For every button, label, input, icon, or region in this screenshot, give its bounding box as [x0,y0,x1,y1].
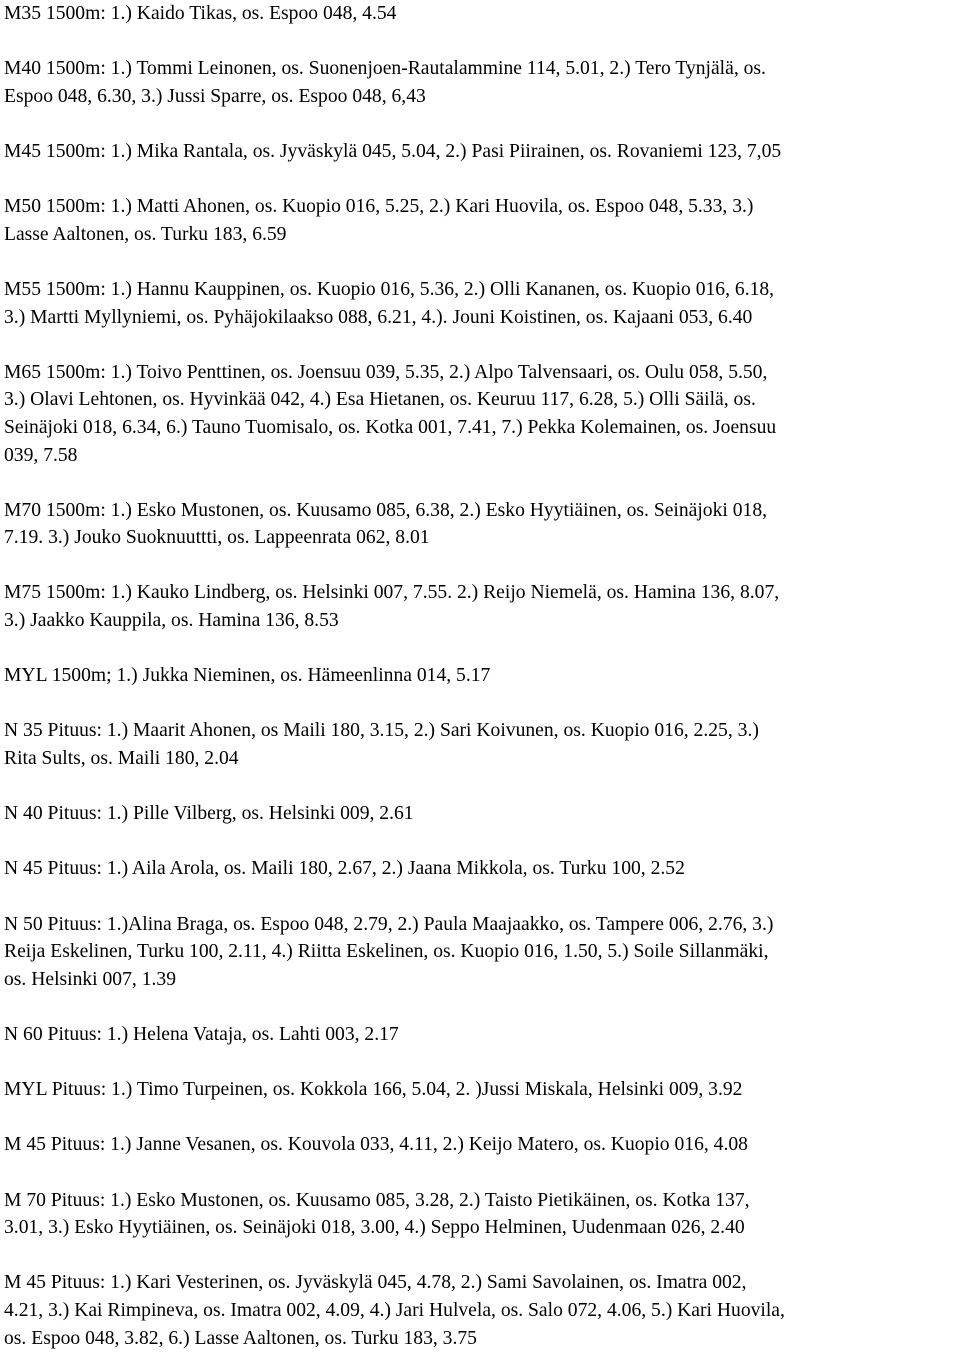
results-line: N 35 Pituus: 1.) Maarit Ahonen, os Maili 180, 3.15, 2.) Sari Koivunen, os. Kuopio 016, 2.25, 3.) [4,717,956,745]
results-paragraph [4,0,956,28]
results-line: N 45 Pituus: 1.) Aila Arola, os. Maili 180, 2.67, 2.) Jaana Mikkola, os. Turku 100, 2.52 [4,855,956,883]
results-paragraph [4,276,956,331]
results-line: M 45 Pituus: 1.) Kari Vesterinen, os. Jyväskylä 045, 4.78, 2.) Sami Savolainen, os. Imatra 002, [4,1269,956,1297]
paragraph-spacer [4,1242,956,1270]
results-paragraph [4,193,956,248]
results-paragraph [4,138,956,166]
results-line: os. Helsinki 007, 1.39 [4,966,956,994]
results-paragraph [4,800,956,828]
results-paragraph [4,1076,956,1104]
paragraph-spacer [4,28,956,56]
results-line: MYL 1500m; 1.) Jukka Nieminen, os. Hämeenlinna 014, 5.17 [4,662,956,690]
results-line: 039, 7.58 [4,442,956,470]
paragraph-spacer [4,828,956,856]
paragraph-spacer [4,1049,956,1077]
results-line: Reija Eskelinen, Turku 100, 2.11, 4.) Riitta Eskelinen, os. Kuopio 016, 1.50, 5.) Soile Sillanmäki, [4,938,956,966]
results-paragraph [4,1187,956,1242]
results-line: 7.19. 3.) Jouko Suoknuuttti, os. Lappeenrata 062, 8.01 [4,524,956,552]
paragraph-spacer [4,883,956,911]
paragraph-spacer [4,773,956,801]
paragraph-spacer [4,552,956,580]
results-line: Rita Sults, os. Maili 180, 2.04 [4,745,956,773]
results-paragraph [4,55,956,110]
results-line: 3.01, 3.) Esko Hyytiäinen, os. Seinäjoki 018, 3.00, 4.) Seppo Helminen, Uudenmaan 026, 2.40 [4,1214,956,1242]
paragraph-spacer [4,331,956,359]
results-line: 3.) Olavi Lehtonen, os. Hyvinkää 042, 4.) Esa Hietanen, os. Keuruu 117, 6.28, 5.) Olli Säilä, os. [4,386,956,414]
results-line: N 40 Pituus: 1.) Pille Vilberg, os. Helsinki 009, 2.61 [4,800,956,828]
paragraph-spacer [4,690,956,718]
results-paragraph [4,1269,956,1352]
results-paragraph [4,717,956,772]
results-line: os. Espoo 048, 3.82, 6.) Lasse Aaltonen, os. Turku 183, 3.75 [4,1325,956,1352]
results-line: 4.21, 3.) Kai Rimpineva, os. Imatra 002, 4.09, 4.) Jari Hulvela, os. Salo 072, 4.06, 5.) Kari Huovila, [4,1297,956,1325]
results-line: MYL Pituus: 1.) Timo Turpeinen, os. Kokkola 166, 5.04, 2. )Jussi Miskala, Helsinki 009, 3.92 [4,1076,956,1104]
results-paragraph [4,359,956,469]
results-line: 3.) Martti Myllyniemi, os. Pyhäjokilaakso 088, 6.21, 4.). Jouni Koistinen, os. Kajaani 053, 6.40 [4,304,956,332]
results-line: Lasse Aaltonen, os. Turku 183, 6.59 [4,221,956,249]
results-paragraph [4,1131,956,1159]
results-line: N 60 Pituus: 1.) Helena Vataja, os. Lahti 003, 2.17 [4,1021,956,1049]
results-line: M75 1500m: 1.) Kauko Lindberg, os. Helsinki 007, 7.55. 2.) Reijo Niemelä, os. Hamina 136, 8.07, [4,579,956,607]
results-line: M65 1500m: 1.) Toivo Penttinen, os. Joensuu 039, 5.35, 2.) Alpo Talvensaari, os. Oulu 058, 5.50, [4,359,956,387]
results-line: M35 1500m: 1.) Kaido Tikas, os. Espoo 048, 4.54 [4,0,956,28]
results-line: Seinäjoki 018, 6.34, 6.) Tauno Tuomisalo, os. Kotka 001, 7.41, 7.) Pekka Kolemainen, os. Joensuu [4,414,956,442]
paragraph-spacer [4,993,956,1021]
paragraph-spacer [4,166,956,194]
results-line: M45 1500m: 1.) Mika Rantala, os. Jyväskylä 045, 5.04, 2.) Pasi Piirainen, os. Rovaniemi 123, 7,05 [4,138,956,166]
paragraph-spacer [4,1104,956,1132]
results-line: M 70 Pituus: 1.) Esko Mustonen, os. Kuusamo 085, 3.28, 2.) Taisto Pietikäinen, os. Kotka 137, [4,1187,956,1215]
results-line: M 45 Pituus: 1.) Janne Vesanen, os. Kouvola 033, 4.11, 2.) Keijo Matero, os. Kuopio 016, 4.08 [4,1131,956,1159]
results-line: M70 1500m: 1.) Esko Mustonen, os. Kuusamo 085, 6.38, 2.) Esko Hyytiäinen, os. Seinäjoki 018, [4,497,956,525]
results-line: M55 1500m: 1.) Hannu Kauppinen, os. Kuopio 016, 5.36, 2.) Olli Kananen, os. Kuopio 016, 6.18, [4,276,956,304]
results-line: N 50 Pituus: 1.)Alina Braga, os. Espoo 048, 2.79, 2.) Paula Maajaakko, os. Tampere 006, 2.76, 3.) [4,911,956,939]
paragraph-spacer [4,1159,956,1187]
results-line: M50 1500m: 1.) Matti Ahonen, os. Kuopio 016, 5.25, 2.) Kari Huovila, os. Espoo 048, 5.33, 3.) [4,193,956,221]
results-line: Espoo 048, 6.30, 3.) Jussi Sparre, os. Espoo 048, 6,43 [4,83,956,111]
paragraph-spacer [4,635,956,663]
paragraph-spacer [4,469,956,497]
paragraph-spacer [4,110,956,138]
results-line: 3.) Jaakko Kauppila, os. Hamina 136, 8.53 [4,607,956,635]
results-paragraph [4,911,956,994]
results-paragraph [4,579,956,634]
results-paragraph [4,662,956,690]
paragraph-spacer [4,248,956,276]
results-document [4,0,956,1352]
results-line: M40 1500m: 1.) Tommi Leinonen, os. Suonenjoen-Rautalammine 114, 5.01, 2.) Tero Tynjälä, os. [4,55,956,83]
results-paragraph [4,497,956,552]
results-paragraph [4,855,956,883]
results-paragraph [4,1021,956,1049]
